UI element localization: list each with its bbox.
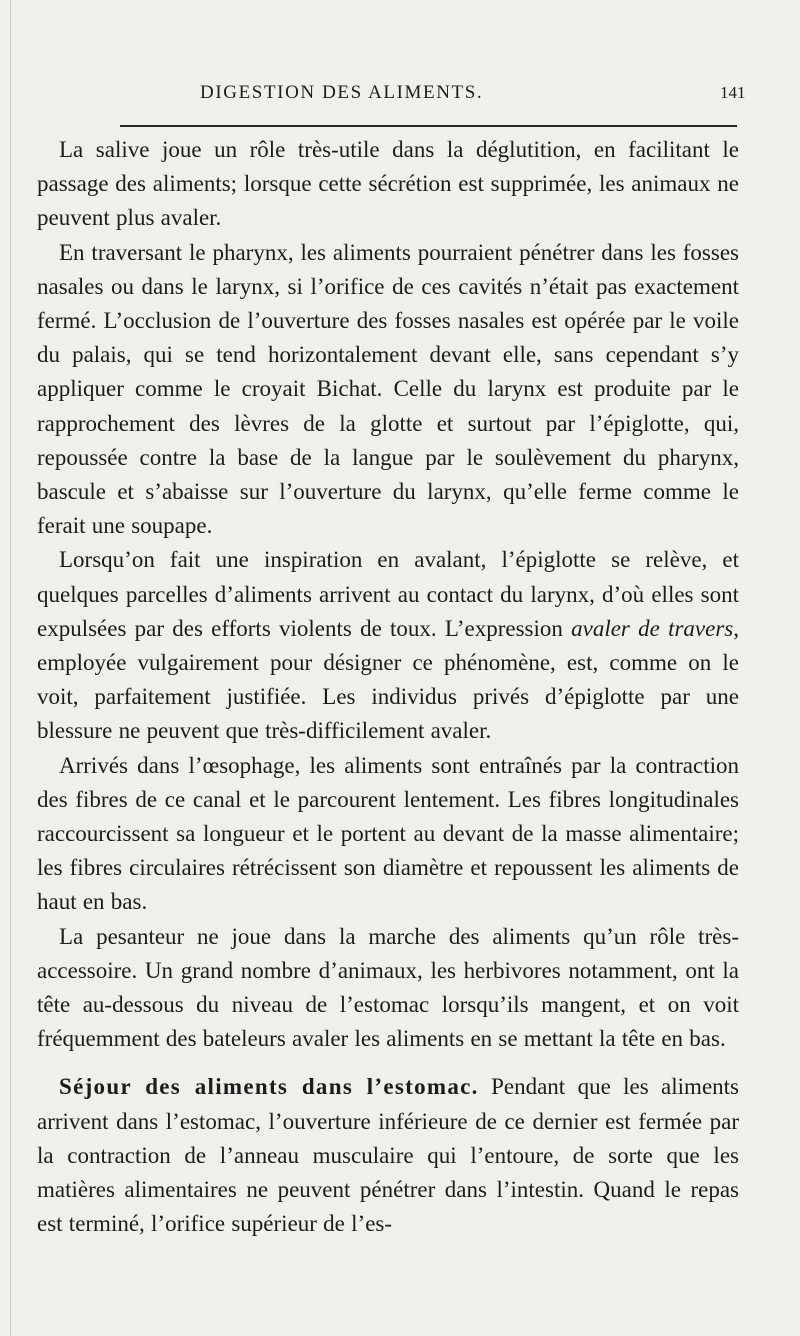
- page-number: 141: [720, 83, 746, 102]
- paragraph-text-start: Lorsqu’on fait une inspiration en avalant, l’épiglotte se relève, et quelques parcelles d’aliments arrivent au contact du larynx, d’où elles sont expulsées par des efforts violents de toux. L’expression: [37, 547, 739, 641]
- paragraph-sejour-estomac: [37, 1070, 739, 1241]
- paragraph-text: Pendant que les aliments arrivent dans l’estomac, l’ouverture inférieure de ce dernier est fermée par la contraction de l’anneau musculaire qui l’entoure, de sorte que les matières alimentaires ne peuvent pénétrer dans l’intestin. Quand le repas est terminé, l’orifice supérieur de l’es-: [37, 1074, 739, 1237]
- paragraph-pesanteur: La pesanteur ne joue dans la marche des aliments qu’un rôle très-accessoire. Un grand nombre d’animaux, les herbivores notamment, ont la tête au-dessous du niveau de l’estomac lorsqu’ils mangent, et on voit fréquemment des bateleurs avaler les aliments en se mettant la tête en bas.: [37, 923, 739, 1052]
- gutter-edge: [10, 0, 11, 1336]
- running-head: [0, 79, 800, 111]
- paragraph-pharynx: En traversant le pharynx, les aliments pourraient pénétrer dans les fosses nasales ou dans le larynx, si l’orifice de ces cavités n’était pas exactement fermé. L’occlusion de l’ouverture des fosses nasales est opérée par le voile du palais, qui se tend horizontalement devant elle, sans cependant s’y appliquer comme le croyait Bichat. Celle du larynx est produite par le rapprochement des lèvres de la glotte et surtout par l’épiglotte, qui, repoussée contre la base de la langue par le soulèvement du pharynx, bascule et s’abaisse sur l’ouverture du larynx, qu’elle ferme comme le ferait une soupape.: [37, 239, 739, 539]
- italic-expression: avaler de travers: [571, 615, 734, 641]
- paragraph-avaler-de-travers: [37, 543, 739, 748]
- body-text: [37, 133, 739, 1242]
- section-heading: Séjour des aliments dans l’estomac.: [59, 1074, 479, 1100]
- paragraph-salive: La salive joue un rôle très-utile dans la déglutition, en facilitant le passage des aliments; lorsque cette sécrétion est supprimée, les animaux ne peuvent plus avaler.: [37, 137, 739, 231]
- header-rule: [120, 125, 737, 127]
- running-title: DIGESTION DES ALIMENTS.: [200, 82, 484, 103]
- paragraph-text-end: , employée vulgairement pour désigner ce phénomène, est, comme on le voit, parfaitement justifiée. Les individus privés d’épiglotte par une blessure ne peuvent que très-difficilement avaler.: [37, 615, 739, 744]
- paragraph-oesophage: Arrivés dans l’œsophage, les aliments sont entraînés par la contraction des fibres de ce canal et le parcourent lentement. Les fibres longitudinales raccourcissent sa longueur et le portent au devant de la masse alimentaire; les fibres circulaires rétrécissent son diamètre et repoussent les aliments de haut en bas.: [37, 752, 739, 915]
